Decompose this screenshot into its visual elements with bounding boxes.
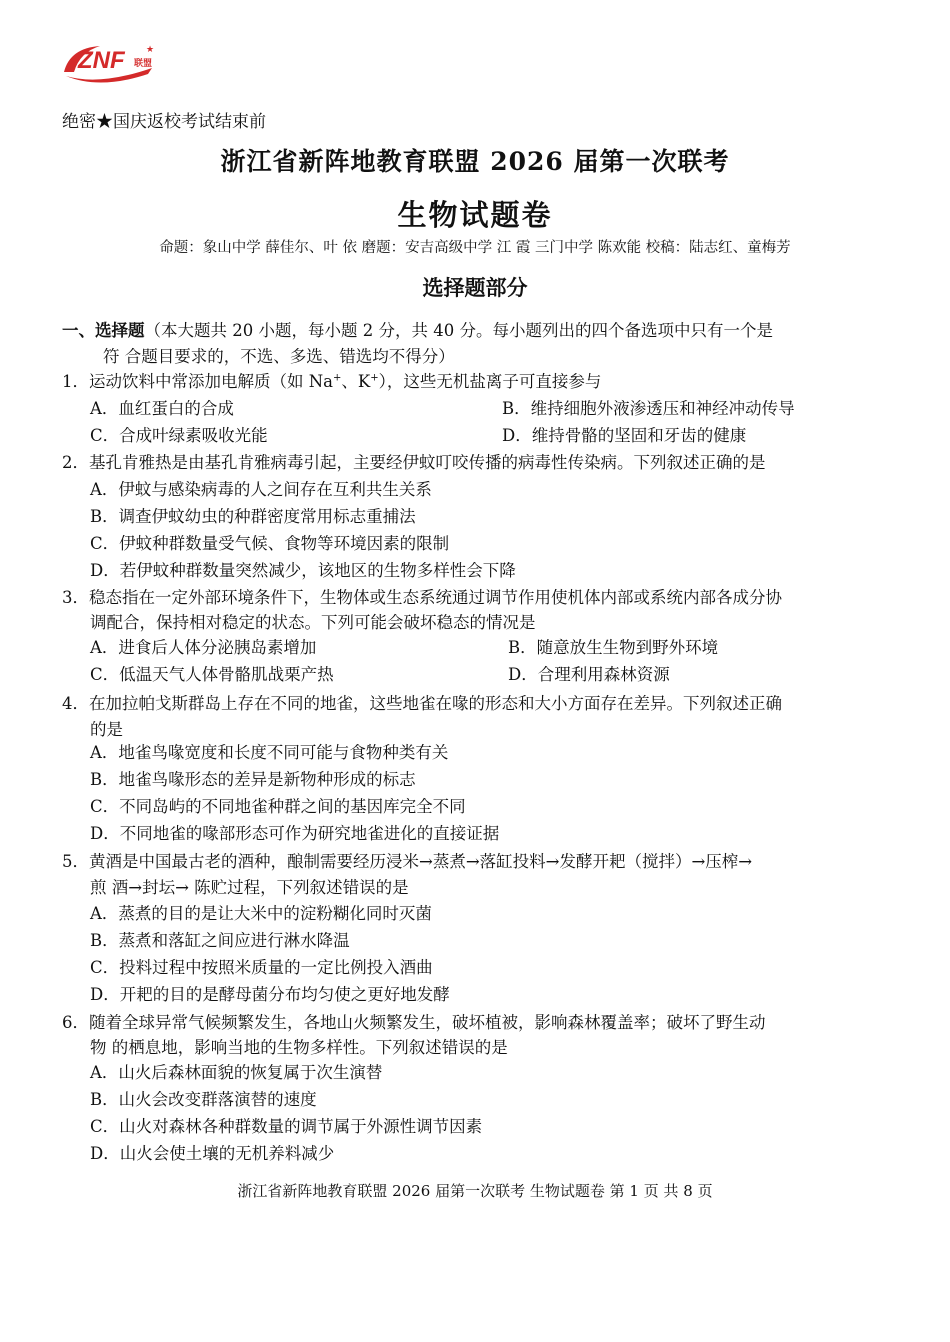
question-6-option-a: A．山火后森林面貌的恢复属于次生演替 [90, 1063, 383, 1082]
instructions-label: 一、选择题 [62, 321, 145, 340]
question-5-option-a: A．蒸煮的目的是让大米中的淀粉糊化同时灭菌 [90, 904, 432, 923]
exam-title: 浙江省新阵地教育联盟 2026 届第一次联考 [220, 147, 730, 176]
section-title: 选择题部分 [422, 275, 528, 300]
page-footer: 浙江省新阵地教育联盟 2026 届第一次联考 生物试题卷 第 1 页 共 8 页 [237, 1182, 713, 1200]
question-4-option-b: B．地雀鸟喙形态的差异是新物种形成的标志 [90, 770, 416, 789]
question-6-option-c: C．山火对森林各种群数量的调节属于外源性调节因素 [90, 1117, 483, 1136]
q1-stem-part: ），这些无机盐离子可直接参与 [378, 372, 602, 391]
q1-stem-part: 1．运动饮料中常添加电解质（如 Na [62, 372, 334, 391]
question-2-stem: 2．基孔肯雅热是由基孔肯雅病毒引起，主要经伊蚊叮咬传播的病毒性传染病。下列叙述正确的是 [62, 453, 766, 472]
question-4-option-d: D．不同地雀的喙部形态可作为研究地雀进化的直接证据 [90, 824, 500, 843]
credits: 命题：象山中学 薛佳尔、叶 依 磨题：安吉高级中学 江 霞 三门中学 陈欢能 校稿：陆志红、童梅芳 [159, 240, 791, 256]
question-3-option-a: A．进食后人体分泌胰岛素增加 [90, 638, 317, 657]
question-6-option-b: B．山火会改变群落演替的速度 [90, 1090, 317, 1109]
svg-text:★: ★ [146, 45, 155, 55]
q1-sup: + [370, 372, 379, 384]
logo-text: ZNF [78, 47, 125, 74]
question-1-option-c: C．合成叶绿素吸收光能 [90, 426, 268, 445]
question-4-stem-1: 4．在加拉帕戈斯群岛上存在不同的地雀，这些地雀在喙的形态和大小方面存在差异。下列叙述正确 [62, 694, 782, 713]
question-2-option-b: B．调查伊蚊幼虫的种群密度常用标志重捕法 [90, 507, 416, 526]
question-3-stem-1: 3．稳态指在一定外部环境条件下，生物体或生态系统通过调节作用使机体内部或系统内部各成分协 [62, 588, 782, 607]
question-2-option-a: A．伊蚊与感染病毒的人之间存在互利共生关系 [90, 480, 432, 499]
question-6-stem-1: 6．随着全球异常气候频繁发生，各地山火频繁发生，破坏植被，影响森林覆盖率；破坏了野生动 [62, 1013, 766, 1032]
question-1-option-b: B．维持细胞外液渗透压和神经冲动传导 [502, 399, 795, 418]
question-2-option-c: C．伊蚊种群数量受气候、食物等环境因素的限制 [90, 534, 450, 553]
question-3-option-d: D．合理利用森林资源 [508, 665, 670, 684]
q1-stem-part: 、K [341, 372, 371, 391]
question-6-option-d: D．山火会使土壤的无机养料减少 [90, 1144, 335, 1163]
question-4-option-c: C．不同岛屿的不同地雀种群之间的基因库完全不同 [90, 797, 466, 816]
question-5-option-b: B．蒸煮和落缸之间应进行淋水降温 [90, 931, 350, 950]
logo [60, 38, 160, 88]
question-5-stem-2: 煎 酒→封坛→ 陈贮过程，下列叙述错误的是 [90, 878, 409, 897]
question-4-stem-2: 的是 [90, 720, 123, 739]
question-3-stem-2: 调配合，保持相对稳定的状态。下列可能会破坏稳态的情况是 [90, 613, 536, 632]
question-1-option-a: A．血红蛋白的合成 [90, 399, 234, 418]
question-5-option-d: D．开耙的目的是酵母菌分布均匀使之更好地发酵 [90, 985, 450, 1004]
instructions-line-1 [62, 317, 773, 341]
question-4-option-a: A．地雀鸟喙宽度和长度不同可能与食物种类有关 [90, 743, 449, 762]
instructions-text-1: （本大题共 20 小题，每小题 2 分，共 40 分。每小题列出的四个备选项中只有一个是 [144, 321, 773, 340]
question-5-option-c: C．投料过程中按照米质量的一定比例投入酒曲 [90, 958, 433, 977]
logo-graphic [60, 38, 160, 88]
question-1-stem [62, 368, 601, 392]
question-3-option-b: B．随意放生生物到野外环境 [508, 638, 719, 657]
logo-sub: 联盟 [134, 59, 153, 69]
question-1-option-d: D．维持骨骼的坚固和牙齿的健康 [502, 426, 747, 445]
q1-sup: + [333, 372, 342, 384]
exam-subtitle: 生物试题卷 [397, 198, 553, 232]
question-6-stem-2: 物 的栖息地，影响当地的生物多样性。下列叙述错误的是 [90, 1038, 508, 1057]
question-2-option-d: D．若伊蚊种群数量突然减少，该地区的生物多样性会下降 [90, 561, 516, 580]
instructions-line-2: 符 合题目要求的，不选、多选、错选均不得分） [103, 347, 455, 366]
question-3-option-c: C．低温天气人体骨骼肌战栗产热 [90, 665, 334, 684]
secret-label: 绝密★国庆返校考试结束前 [62, 112, 266, 132]
question-5-stem-1: 5．黄酒是中国最古老的酒种，酿制需要经历浸米→蒸煮→落缸投料→发酵开耙（搅拌）→压榨→ [62, 852, 753, 871]
